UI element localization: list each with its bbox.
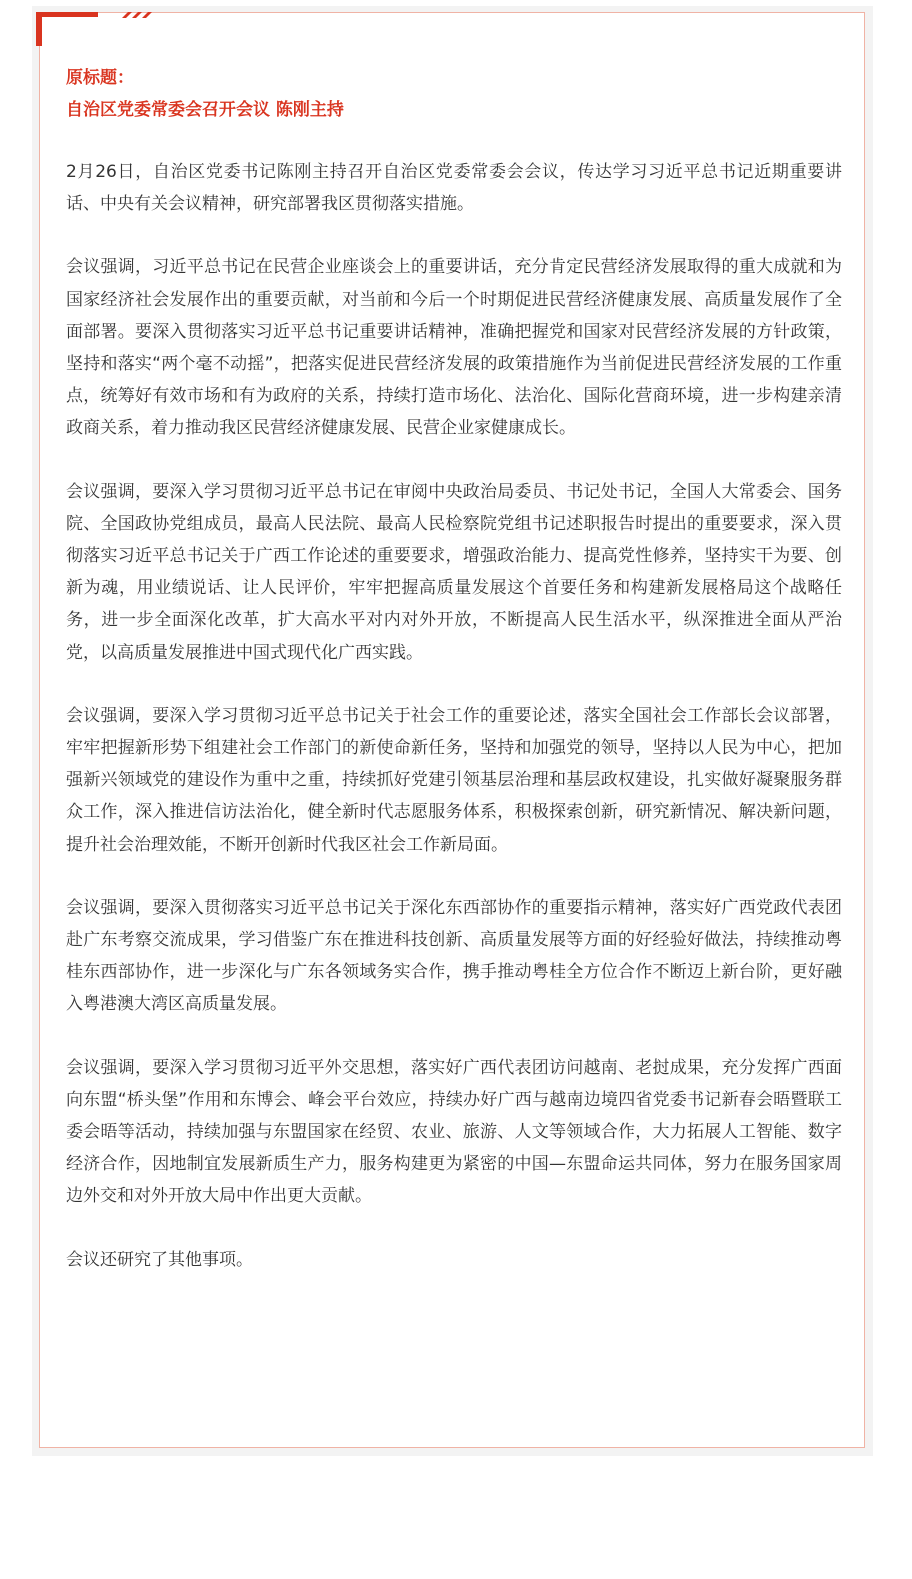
corner-decoration-vertical [36, 12, 42, 46]
paragraph-6: 会议强调，要深入学习贯彻习近平外交思想，落实好广西代表团访问越南、老挝成果，充分发挥广西面向东盟“桥头堡”作用和东博会、峰会平台效应，持续办好广西与越南边境四省党委书记新春会晤暨联工委会晤等活动，持续加强与东盟国家在经贸、农业、旅游、人文等领域合作，大力拓展人工智能、数字经济合作，因地制宜发展新质生产力，服务构建更为紧密的中国—东盟命运共同体，努力在服务国家周边外交和对外开放大局中作出更大贡献。 [66, 1057, 842, 1207]
corner-decoration-horizontal [36, 12, 98, 17]
original-title: 自治区党委常委会召开会议 陈刚主持 [66, 100, 344, 120]
stripe-decoration [118, 12, 158, 18]
original-title-label: 原标题： [66, 68, 134, 88]
paragraph-1: 2月26日，自治区党委书记陈刚主持召开自治区党委常委会会议，传达学习习近平总书记近期重要讲话、中央有关会议精神，研究部署我区贯彻落实措施。 [66, 162, 842, 215]
paragraph-3: 会议强调，要深入学习贯彻习近平总书记在审阅中央政治局委员、书记处书记，全国人大常委会、国务院、全国政协党组成员，最高人民法院、最高人民检察院党组书记述职报告时提出的重要要求，深入贯彻落实习近平总书记关于广西工作论述的重要要求，增强政治能力、提高党性修养，坚持实干为要、创新为魂，用业绩说话、让人民评价，牢牢把握高质量发展这个首要任务和构建新发展格局这个战略任务，进一步全面深化改革，扩大高水平对内对外开放，不断提高人民生活水平，纵深推进全面从严治党，以高质量发展推进中国式现代化广西实践。 [66, 481, 842, 663]
paragraph-7: 会议还研究了其他事项。 [66, 1249, 253, 1270]
article-content [66, 62, 842, 1276]
paragraph-4: 会议强调，要深入学习贯彻习近平总书记关于社会工作的重要论述，落实全国社会工作部长会议部署，牢牢把握新形势下组建社会工作部门的新使命新任务，坚持和加强党的领导，坚持以人民为中心，把加强新兴领域党的建设作为重中之重，持续抓好党建引领基层治理和基层政权建设，扎实做好凝聚服务群众工作，深入推进信访法治化，健全新时代志愿服务体系，积极探索创新，研究新情况、解决新问题，提升社会治理效能，不断开创新时代我区社会工作新局面。 [66, 705, 842, 855]
paragraph-5: 会议强调，要深入贯彻落实习近平总书记关于深化东西部协作的重要指示精神，落实好广西党政代表团赴广东考察交流成果，学习借鉴广东在推进科技创新、高质量发展等方面的好经验好做法，持续推动粤桂东西部协作，进一步深化与广东各领域务实合作，携手推动粤桂全方位合作不断迈上新台阶，更好融入粤港澳大湾区高质量发展。 [66, 897, 842, 1015]
original-title-block [66, 62, 842, 126]
paragraph-2: 会议强调，习近平总书记在民营企业座谈会上的重要讲话，充分肯定民营经济发展取得的重大成就和为国家经济社会发展作出的重要贡献，对当前和今后一个时期促进民营经济健康发展、高质量发展作了全面部署。要深入贯彻落实习近平总书记重要讲话精神，准确把握党和国家对民营经济发展的方针政策，坚持和落实“两个毫不动摇”，把落实促进民营经济发展的政策措施作为当前促进民营经济发展的工作重点，统筹好有效市场和有为政府的关系，持续打造市场化、法治化、国际化营商环境，进一步构建亲清政商关系，着力推动我区民营经济健康发展、民营企业家健康成长。 [66, 257, 842, 439]
